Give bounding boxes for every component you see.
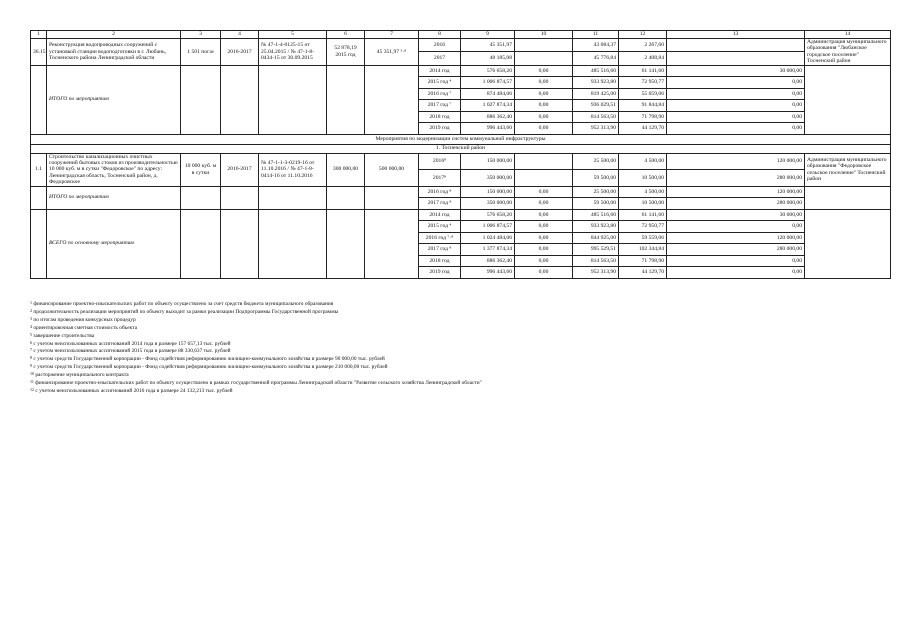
empty-cell [31, 186, 47, 209]
amount-cell: 150 000,00 [461, 186, 515, 198]
amount-cell: 72 950,77 [619, 221, 667, 233]
footnote-text: с учетом средств Государственной корпорации - Фонд содействия реформированию жилищно-коммунального хозяйства в размере 90 000,00 тыс. рублей [33, 356, 385, 363]
footnote [30, 301, 890, 309]
amount-cell: 814 563,50 [573, 255, 619, 267]
column-number-header: 12 [619, 31, 667, 39]
amount-cell: 1 027 874,34 [461, 100, 515, 112]
empty-cell [31, 65, 47, 134]
footnote-number: 8 [30, 355, 32, 361]
empty-cell [181, 209, 221, 278]
amount-cell: 0,00 [515, 198, 573, 210]
amount-cell: 0,00 [515, 100, 573, 112]
amount-cell: 45 351,97 [461, 39, 515, 52]
footnote-text: с учетом неиспользованных ассигнований 2014 года в размере 157 657,13 тыс. рублей [33, 340, 231, 347]
column-number-header: 4 [221, 31, 259, 39]
amount-cell: 61 141,60 [619, 65, 667, 77]
total-label: ИТОГО по мероприятию [47, 186, 181, 209]
amount-cell: 0,00 [515, 209, 573, 221]
amount-cell [667, 52, 805, 65]
amount-cell: 576 658,20 [461, 65, 515, 77]
footnote [30, 372, 890, 380]
footnote-number: 6 [30, 339, 32, 345]
amount-cell: 150 000,00 [461, 153, 515, 170]
footnote [30, 325, 890, 333]
column-number-header: 7 [365, 31, 419, 39]
amount-cell: 59 559,06 [619, 232, 667, 244]
amount-cell: 0,00 [667, 267, 805, 279]
footnote-number: 10 [30, 371, 34, 377]
column-number-header: 5 [259, 31, 327, 39]
amount-cell: 10 500,00 [619, 198, 667, 210]
object-document: № 47-1-4-0125-15 от 25.04.2015 / № 47-1-8-0434-15 от 30.09.2015 [259, 39, 327, 66]
amount-cell: 0,00 [667, 88, 805, 100]
amount-cell: 102 344,84 [619, 244, 667, 256]
amount-cell: 25 500,00 [573, 153, 619, 170]
object-document: № 47-1-1-3-0219-16 от 11.10.2016 / № 47-1-8-0414-16 от 11.10.2016 [259, 153, 327, 186]
column-number-header: 14 [805, 31, 891, 39]
empty-cell [365, 65, 419, 134]
footnote-number: 5 [30, 331, 32, 337]
footnote-text: ориентировочная сметная стоимость объекта [33, 324, 137, 331]
footnote-text: с учетом неиспользованных ассигнований 2016 года в размере 24 132,213 тыс. рублей [35, 387, 233, 394]
total-label: ИТОГО по мероприятию [47, 65, 181, 134]
amount-cell: 0,00 [515, 267, 573, 279]
amount-cell: 996 443,60 [461, 123, 515, 135]
footnote [30, 309, 890, 317]
column-number-header: 13 [667, 31, 805, 39]
amount-cell: 0,00 [667, 255, 805, 267]
footnote-text: финансирование проектно-изыскательских работ по объекту осуществлено в рамках государственной программы Ленинградской области "Развитие сельского хозяйства Ленинградской области" [35, 380, 482, 387]
amount-cell: 4 500,00 [619, 186, 667, 198]
year-cell: 2019 год [419, 123, 461, 135]
table-row [31, 153, 891, 170]
amount-cell: 0,00 [515, 88, 573, 100]
amount-cell: 0,00 [667, 221, 805, 233]
amount-cell: 44 129,70 [619, 123, 667, 135]
footnote-number: 12 [30, 386, 34, 392]
amount-cell: 44 129,70 [619, 267, 667, 279]
empty-cell [221, 65, 259, 134]
amount-cell: 0,00 [515, 65, 573, 77]
amount-cell: 0,00 [515, 244, 573, 256]
empty-cell [365, 186, 419, 209]
amount-cell: 0,00 [667, 123, 805, 135]
object-total: 45 351,97 ⁵·⁸ [365, 39, 419, 66]
amount-cell: 91 844,84 [619, 100, 667, 112]
empty-cell [327, 186, 365, 209]
amount-cell: 1 024 484,06 [461, 232, 515, 244]
table-row [31, 31, 891, 39]
amount-cell: 886 362,40 [461, 111, 515, 123]
amount-cell: 4 500,00 [619, 153, 667, 170]
footnote-text: с учетом средств Государственной корпорации - Фонд содействия реформированию жилищно-коммунального хозяйства в размере 210 000,00 тыс. рублей [33, 364, 388, 371]
amount-cell: 933 923,80 [573, 77, 619, 89]
year-cell: 2017 [419, 52, 461, 65]
year-cell: 2016 [419, 39, 461, 52]
column-number-header: 6 [327, 31, 365, 39]
amount-cell: 0,00 [667, 100, 805, 112]
empty-cell [181, 65, 221, 134]
empty-cell [805, 65, 891, 134]
empty-cell [365, 209, 419, 278]
empty-cell [31, 209, 47, 278]
amount-cell: 814 563,50 [573, 111, 619, 123]
year-cell: 2014 год [419, 65, 461, 77]
amount-cell: 280 000,00 [667, 244, 805, 256]
empty-cell [805, 209, 891, 278]
empty-cell [327, 209, 365, 278]
year-cell: 2016 год ⁷·⁸ [419, 232, 461, 244]
amount-cell: 0,00 [515, 186, 573, 198]
object-name: Строительство канализационных очистных сооружений бытовых стоков из производительностью 10 000 куб. м в сутки "Федоровское" по адресу: Ленинградская область, Тосненский район, д. Федоровское [47, 153, 181, 186]
object-period: 2016-2017 [221, 39, 259, 66]
column-number-header: 9 [461, 31, 515, 39]
footnote-number: 9 [30, 363, 32, 369]
footnotes [30, 301, 890, 396]
amount-cell: 350 000,00 [461, 170, 515, 187]
amount-cell: 952 313,90 [573, 123, 619, 135]
column-number-header: 2 [47, 31, 181, 39]
column-number-header: 3 [181, 31, 221, 39]
amount-cell: 1 377 874,34 [461, 244, 515, 256]
footnote [30, 380, 890, 388]
amount-cell: 0,00 [515, 123, 573, 135]
year-cell: 2017⁸ [419, 170, 461, 187]
footnote-number: 1 [30, 300, 32, 305]
empty-cell [221, 209, 259, 278]
table-row [31, 65, 891, 77]
year-cell: 2017 год ⁷ [419, 100, 461, 112]
footnote-text: по итогам проведения конкурсных процедур [33, 316, 136, 323]
empty-cell [259, 186, 327, 209]
object-cost: 300 000,00 [327, 153, 365, 186]
amount-cell: 936 029,51 [573, 100, 619, 112]
object-total: 500 000,00 [365, 153, 419, 186]
section-title: Мероприятия по модернизации систем коммунальной инфраструктуры [31, 134, 891, 144]
footnote [30, 317, 890, 325]
amount-cell: 1 006 874,57 [461, 221, 515, 233]
amount-cell: 933 923,80 [573, 221, 619, 233]
amount-cell: 120 000,00 [667, 153, 805, 170]
amount-cell: 819 425,00 [573, 88, 619, 100]
table-row [31, 39, 891, 52]
year-cell: 2017 год ⁸ [419, 244, 461, 256]
object-capacity: 1 501 пог.м [181, 39, 221, 66]
amount-cell: 45 776,84 [573, 52, 619, 65]
amount-cell [515, 153, 573, 170]
footnote [30, 333, 890, 341]
amount-cell: 350 000,00 [461, 198, 515, 210]
amount-cell: 72 950,77 [619, 77, 667, 89]
amount-cell: 48 185,08 [461, 52, 515, 65]
footnote-text: финансирование проектно-изыскательских работ по объекту осуществлено за счет средств бюджета муниципального образования [33, 301, 334, 307]
recipient-cell: Администрация муниципального образования "Любанское городское поселение" Тосненский район [805, 39, 891, 66]
footnote-text: завершение строительства [33, 332, 95, 339]
column-number-header: 1 [31, 31, 47, 39]
amount-cell: 120 000,00 [667, 186, 805, 198]
amount-cell: 71 798,90 [619, 255, 667, 267]
footnote-number: 11 [30, 379, 34, 385]
amount-cell: 59 500,00 [573, 198, 619, 210]
amount-cell: 0,00 [515, 77, 573, 89]
amount-cell: 0,00 [515, 221, 573, 233]
amount-cell: 71 798,90 [619, 111, 667, 123]
year-cell: 2015 год ⁴ [419, 221, 461, 233]
amount-cell: 43 084,37 [573, 39, 619, 52]
year-cell: 2019 год [419, 267, 461, 279]
footnote-text: расторжение муниципального контракта [35, 372, 129, 379]
program-table [30, 30, 891, 279]
row-number: 1.1 [31, 153, 47, 186]
amount-cell: 1 006 874,57 [461, 77, 515, 89]
amount-cell: 995 529,51 [573, 244, 619, 256]
amount-cell: 25 500,00 [573, 186, 619, 198]
amount-cell: 0,00 [667, 111, 805, 123]
year-cell: 2018 год [419, 255, 461, 267]
amount-cell: 0,00 [667, 77, 805, 89]
amount-cell: 0,00 [515, 255, 573, 267]
amount-cell: 0,00 [515, 232, 573, 244]
total-label: ВСЕГО по основному мероприятию [47, 209, 181, 278]
amount-cell [515, 39, 573, 52]
footnote [30, 388, 890, 396]
amount-cell: 10 500,00 [619, 170, 667, 187]
table-row [31, 134, 891, 144]
amount-cell: 55 059,06 [619, 88, 667, 100]
amount-cell: 2 267,60 [619, 39, 667, 52]
amount-cell: 576 658,20 [461, 209, 515, 221]
table-row [31, 209, 891, 221]
amount-cell: 996 443,60 [461, 267, 515, 279]
footnote-number: 4 [30, 323, 32, 329]
footnote-text: продолжительность реализации мероприятий по объекту выходит за рамки реализации Подпрограммы Государственной программы [33, 308, 339, 315]
year-cell: 2016 год ⁸ [419, 186, 461, 198]
amount-cell: 952 313,90 [573, 267, 619, 279]
amount-cell: 120 000,00 [667, 232, 805, 244]
empty-cell [181, 186, 221, 209]
subsection-title: 1. Тосненский район [31, 144, 891, 153]
amount-cell: 485 516,60 [573, 209, 619, 221]
recipient-cell: Администрация муниципального образования "Федоровское сельское поселение" Тосненский район [805, 153, 891, 186]
year-cell: 2016⁸ [419, 153, 461, 170]
footnote [30, 364, 890, 372]
amount-cell: 280 000,00 [667, 198, 805, 210]
amount-cell: 59 500,00 [573, 170, 619, 187]
amount-cell: 0,00 [515, 111, 573, 123]
column-number-header: 10 [515, 31, 573, 39]
footnote-number: 7 [30, 347, 32, 353]
object-name: Реконструкция водопроводных сооружений с установкой станции водоподготовки в г. Любань, Тосненского района Ленинградской области [47, 39, 181, 66]
amount-cell: 2 408,84 [619, 52, 667, 65]
year-cell: 2017 год ⁸ [419, 198, 461, 210]
amount-cell: 61 141,60 [619, 209, 667, 221]
empty-cell [259, 209, 327, 278]
row-number: 36.15 [31, 39, 47, 66]
amount-cell: 886 362,40 [461, 255, 515, 267]
column-number-header: 11 [573, 31, 619, 39]
year-cell: 2016 год ⁷ [419, 88, 461, 100]
empty-cell [259, 65, 327, 134]
amount-cell: 874 484,06 [461, 88, 515, 100]
table-row [31, 144, 891, 153]
object-cost: 52 878,19 2015 год [327, 39, 365, 66]
empty-cell [221, 186, 259, 209]
footnote-text: с учетом неиспользованных ассигнований 2015 года в размере 88 330,637 тыс. рублей [33, 348, 231, 355]
year-cell: 2015 год ⁴ [419, 77, 461, 89]
footnote-number: 3 [30, 315, 32, 321]
table-row [31, 186, 891, 198]
amount-cell [667, 39, 805, 52]
amount-cell [515, 170, 573, 187]
amount-cell [515, 52, 573, 65]
object-period: 2016-2017 [221, 153, 259, 186]
object-capacity: 10 000 куб. м в сутки [181, 153, 221, 186]
amount-cell: 30 000,00 [667, 209, 805, 221]
year-cell: 2018 год [419, 111, 461, 123]
amount-cell: 485 516,60 [573, 65, 619, 77]
column-number-header: 8 [419, 31, 461, 39]
amount-cell: 30 000,00 [667, 65, 805, 77]
empty-cell [327, 65, 365, 134]
amount-cell: 844 925,00 [573, 232, 619, 244]
amount-cell: 280 000,00 [667, 170, 805, 187]
year-cell: 2014 год [419, 209, 461, 221]
empty-cell [805, 186, 891, 209]
footnote-number: 2 [30, 307, 32, 313]
